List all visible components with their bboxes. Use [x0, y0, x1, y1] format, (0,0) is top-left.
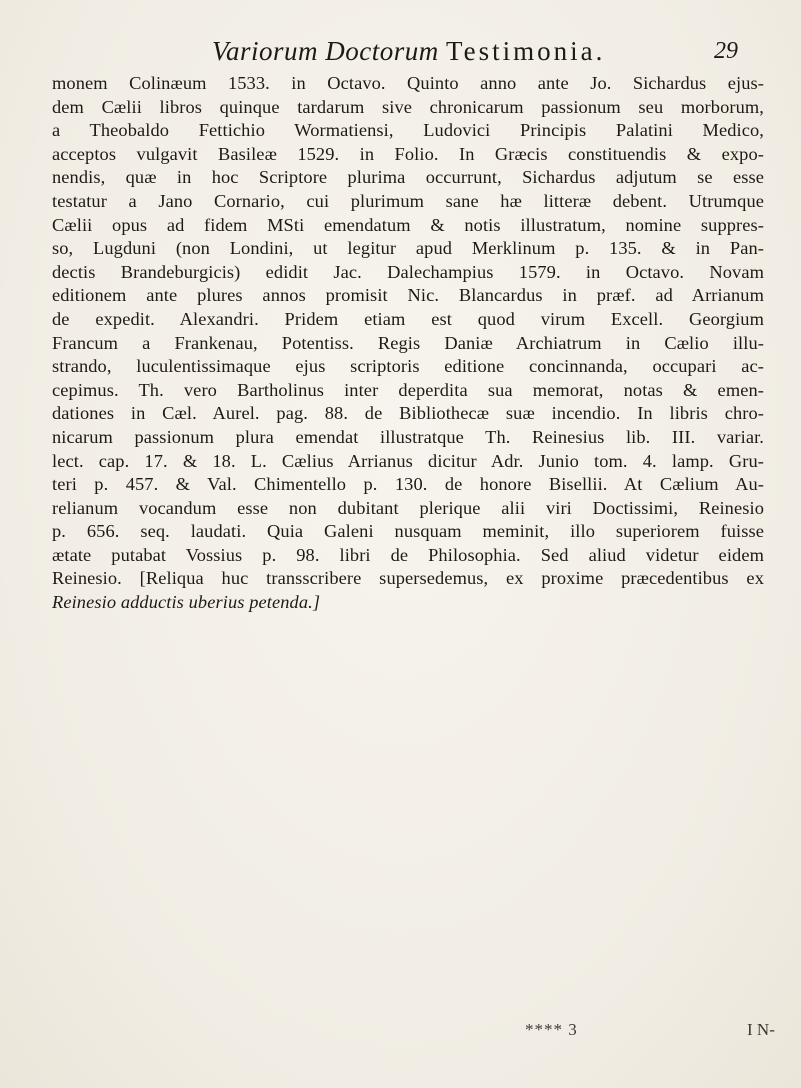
text-line: a Theobaldo Fettichio Wormatiensi, Ludovici Principis Palatini Medico, [52, 120, 764, 141]
text-line: nendis, quæ in hoc Scriptore plurima occurrunt, Sichardus adjutum se esse [52, 167, 764, 188]
text-line: teri p. 457. & Val. Chimentello p. 130. de honore Bisellii. At Cælium Au- [52, 474, 764, 495]
text-line: p. 656. seq. laudati. Quia Galeni nusquam meminit, illo superiorem fuisse [52, 521, 764, 542]
catchword: I N- [747, 1020, 775, 1039]
text-line: ætate putabat Vossius p. 98. libri de Philosophia. Sed aliud videtur eidem [52, 544, 764, 565]
text-line: strando, luculentissimaque ejus scriptoris editione concinnanda, occupari ac- [52, 356, 764, 377]
text-line: dem Cælii libros quinque tardarum sive chronicarum passionum seu morborum, [52, 96, 764, 117]
text-line: Cælii opus ad fidem MSti emendatum & notis illustratum, nomine suppres- [52, 214, 764, 235]
text-line: cepimus. Th. vero Bartholinus inter deperdita sua memorat, notas & emen- [52, 379, 764, 400]
running-title-italic: Variorum Doctorum [212, 36, 439, 66]
running-title-spaced: Testimonia. [446, 36, 606, 66]
text-line: Reinesio. [Reliqua huc transscribere supersedemus, ex proxime præcedentibus ex [52, 568, 764, 589]
running-title [212, 36, 605, 67]
body-text [52, 72, 764, 615]
text-line: nicarum passionum plura emendat illustratque Th. Reinesius lib. III. variar. [52, 426, 764, 447]
text-line: dationes in Cæl. Aurel. pag. 88. de Bibliothecæ suæ incendio. In libris chro- [52, 403, 764, 424]
signature-mark: **** 3 [525, 1020, 578, 1039]
text-line: monem Colinæum 1533. in Octavo. Quinto anno ante Jo. Sichardus ejus- [52, 73, 764, 93]
text-line: Reinesio adductis uberius petenda.] [52, 592, 321, 613]
running-head [52, 36, 752, 70]
text-line: Francum a Frankenau, Potentiss. Regis Daniæ Archiatrum in Cælio illu- [52, 332, 764, 353]
text-line: relianum vocandum esse non dubitant plerique alii viri Doctissimi, Reinesio [52, 497, 764, 518]
text-line: de expedit. Alexandri. Pridem etiam est quod virum Excell. Georgium [52, 308, 764, 329]
text-line: editionem ante plures annos promisit Nic. Blancardus in præf. ad Arrianum [52, 285, 764, 306]
text-line: dectis Brandeburgicis) edidit Jac. Dalechampius 1579. in Octavo. Novam [52, 261, 764, 282]
page-number: 29 [714, 38, 738, 64]
text-line: testatur a Jano Cornario, cui plurimum sane hæ litteræ debent. Utrumque [52, 190, 764, 211]
text-line: lect. cap. 17. & 18. L. Cælius Arrianus dicitur Adr. Junio tom. 4. lamp. Gru- [52, 450, 764, 471]
text-line: so, Lugduni (non Londini, ut legitur apud Merklinum p. 135. & in Pan- [52, 238, 764, 259]
text-line: acceptos vulgavit Basileæ 1529. in Folio. In Græcis constituendis & expo- [52, 143, 764, 164]
